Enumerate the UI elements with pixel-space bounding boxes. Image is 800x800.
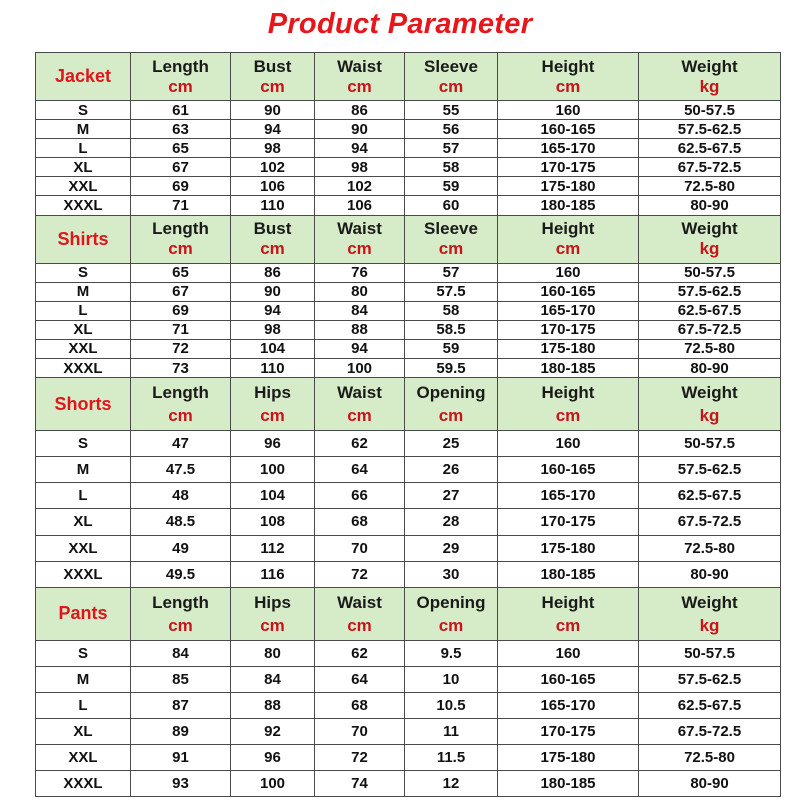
table-row (36, 666, 781, 692)
table-cell: 93 (131, 771, 231, 797)
table-cell: 50-57.5 (639, 263, 781, 282)
table-cell: 11.5 (405, 745, 498, 771)
table-cell: 27 (405, 483, 498, 509)
column-name: Waist (337, 592, 382, 612)
table-cell: 175-180 (498, 177, 639, 196)
column-unit: kg (699, 615, 720, 635)
table-cell: 108 (231, 509, 315, 535)
table-row (36, 339, 781, 358)
column-unit: kg (699, 406, 720, 426)
table-cell: 112 (231, 535, 315, 561)
table-cell: 94 (231, 120, 315, 139)
size-label: XL (36, 158, 131, 177)
table-cell: 84 (315, 301, 405, 320)
table-cell: 80-90 (639, 561, 781, 587)
table-cell: 12 (405, 771, 498, 797)
size-label: M (36, 666, 131, 692)
table-cell: 60 (405, 196, 498, 215)
size-label: L (36, 139, 131, 158)
column-name: Height (541, 592, 595, 612)
column-unit: cm (347, 615, 372, 635)
size-label: S (36, 640, 131, 666)
table-cell: 50-57.5 (639, 431, 781, 457)
table-cell: 76 (315, 263, 405, 282)
table-row (36, 359, 781, 378)
table-row (36, 320, 781, 339)
table-cell: 59.5 (405, 359, 498, 378)
column-unit: cm (260, 615, 285, 635)
table-cell: 175-180 (498, 745, 639, 771)
size-label: L (36, 301, 131, 320)
column-header (315, 215, 405, 263)
table-row (36, 771, 781, 797)
table-cell: 11 (405, 718, 498, 744)
section-header-row (36, 587, 781, 640)
page-title: Product Parameter (267, 8, 533, 40)
size-label: XXXL (36, 561, 131, 587)
size-label: XL (36, 320, 131, 339)
table-cell: 55 (405, 101, 498, 120)
column-header (231, 215, 315, 263)
column-header (231, 587, 315, 640)
table-cell: 170-175 (498, 509, 639, 535)
table-cell: 58.5 (405, 320, 498, 339)
table-row (36, 640, 781, 666)
table-cell: 10 (405, 666, 498, 692)
column-name: Hips (254, 383, 291, 403)
column-header (639, 215, 781, 263)
column-name: Weight (681, 56, 738, 76)
table-cell: 70 (315, 535, 405, 561)
table-cell: 73 (131, 359, 231, 378)
table-cell: 106 (231, 177, 315, 196)
column-header (405, 215, 498, 263)
table-cell: 100 (231, 771, 315, 797)
table-cell: 62.5-67.5 (639, 483, 781, 509)
size-label: XXXL (36, 196, 131, 215)
column-name: Sleeve (424, 56, 478, 76)
table-row (36, 692, 781, 718)
column-name: Length (152, 592, 209, 612)
column-header (315, 378, 405, 431)
table-cell: 80 (231, 640, 315, 666)
column-name: Weight (681, 219, 738, 239)
column-name: Height (541, 219, 595, 239)
size-label: XXXL (36, 359, 131, 378)
column-unit: cm (438, 76, 464, 96)
column-name: Weight (681, 383, 738, 403)
table-cell: 9.5 (405, 640, 498, 666)
column-name: Opening (416, 592, 486, 612)
table-cell: 49.5 (131, 561, 231, 587)
table-cell: 116 (231, 561, 315, 587)
section-header-row (36, 378, 781, 431)
column-unit: cm (168, 239, 193, 259)
table-row (36, 301, 781, 320)
table-cell: 80-90 (639, 359, 781, 378)
table-cell: 62 (315, 431, 405, 457)
table-cell: 68 (315, 692, 405, 718)
table-cell: 50-57.5 (639, 101, 781, 120)
column-header (315, 53, 405, 101)
table-cell: 28 (405, 509, 498, 535)
table-cell: 26 (405, 457, 498, 483)
category-label: Pants (36, 587, 131, 640)
table-cell: 67.5-72.5 (639, 158, 781, 177)
table-cell: 57.5-62.5 (639, 457, 781, 483)
table-cell: 90 (231, 282, 315, 301)
table-cell: 71 (131, 196, 231, 215)
column-unit: cm (438, 406, 464, 426)
table-cell: 59 (405, 339, 498, 358)
table-cell: 102 (231, 158, 315, 177)
size-label: S (36, 431, 131, 457)
category-label: Shorts (36, 378, 131, 431)
table-cell: 50-57.5 (639, 640, 781, 666)
column-name: Height (541, 56, 595, 76)
table-cell: 100 (315, 359, 405, 378)
column-unit: cm (555, 406, 581, 426)
table-cell: 165-170 (498, 301, 639, 320)
table-cell: 160 (498, 640, 639, 666)
table-cell: 89 (131, 718, 231, 744)
size-label: L (36, 692, 131, 718)
column-name: Opening (416, 383, 486, 403)
table-cell: 104 (231, 483, 315, 509)
table-cell: 80-90 (639, 771, 781, 797)
table-cell: 61 (131, 101, 231, 120)
table-cell: 56 (405, 120, 498, 139)
table-cell: 175-180 (498, 535, 639, 561)
table-cell: 58 (405, 158, 498, 177)
table-cell: 106 (315, 196, 405, 215)
table-cell: 64 (315, 666, 405, 692)
table-cell: 84 (231, 666, 315, 692)
table-cell: 180-185 (498, 771, 639, 797)
column-name: Waist (337, 56, 382, 76)
column-header (498, 587, 639, 640)
column-header (131, 53, 231, 101)
category-label: Shirts (36, 215, 131, 263)
column-unit: cm (168, 615, 193, 635)
table-cell: 87 (131, 692, 231, 718)
table-cell: 102 (315, 177, 405, 196)
table-cell: 67 (131, 158, 231, 177)
column-unit: cm (347, 239, 372, 259)
column-unit: cm (555, 615, 581, 635)
table-cell: 62.5-67.5 (639, 692, 781, 718)
column-unit: kg (699, 76, 720, 96)
table-cell: 62 (315, 640, 405, 666)
table-cell: 68 (315, 509, 405, 535)
table-row (36, 120, 781, 139)
table-cell: 92 (231, 718, 315, 744)
table-cell: 70 (315, 718, 405, 744)
table-cell: 72.5-80 (639, 177, 781, 196)
column-name: Length (152, 219, 209, 239)
table-cell: 98 (231, 320, 315, 339)
table-row (36, 457, 781, 483)
table-cell: 80 (315, 282, 405, 301)
table-cell: 88 (231, 692, 315, 718)
table-cell: 98 (315, 158, 405, 177)
size-label: XL (36, 509, 131, 535)
table-cell: 72.5-80 (639, 339, 781, 358)
column-unit: kg (699, 239, 720, 259)
table-cell: 57.5 (405, 282, 498, 301)
table-cell: 80-90 (639, 196, 781, 215)
size-label: M (36, 120, 131, 139)
table-cell: 47.5 (131, 457, 231, 483)
category-label: Jacket (36, 53, 131, 101)
table-cell: 58 (405, 301, 498, 320)
column-header (315, 587, 405, 640)
table-cell: 65 (131, 263, 231, 282)
table-cell: 47 (131, 431, 231, 457)
column-header (405, 53, 498, 101)
table-cell: 72.5-80 (639, 745, 781, 771)
column-header (131, 378, 231, 431)
table-cell: 67.5-72.5 (639, 509, 781, 535)
table-cell: 74 (315, 771, 405, 797)
table-cell: 65 (131, 139, 231, 158)
table-cell: 59 (405, 177, 498, 196)
table-cell: 90 (231, 101, 315, 120)
size-label: S (36, 101, 131, 120)
column-unit: cm (168, 76, 193, 96)
table-cell: 49 (131, 535, 231, 561)
table-cell: 94 (315, 339, 405, 358)
column-unit: cm (438, 615, 464, 635)
table-cell: 170-175 (498, 320, 639, 339)
column-unit: cm (347, 406, 372, 426)
size-label: XL (36, 718, 131, 744)
section-header-row (36, 53, 781, 101)
column-header (131, 587, 231, 640)
table-row (36, 158, 781, 177)
size-chart-table (35, 52, 781, 797)
table-cell: 85 (131, 666, 231, 692)
table-cell: 66 (315, 483, 405, 509)
table-cell: 160-165 (498, 666, 639, 692)
size-label: XXL (36, 535, 131, 561)
table-cell: 72 (315, 561, 405, 587)
column-header (498, 378, 639, 431)
table-cell: 160 (498, 263, 639, 282)
table-cell: 57.5-62.5 (639, 120, 781, 139)
column-name: Weight (681, 592, 738, 612)
column-name: Waist (337, 383, 382, 403)
table-cell: 110 (231, 359, 315, 378)
table-cell: 67 (131, 282, 231, 301)
table-cell: 67.5-72.5 (639, 718, 781, 744)
section-header-row (36, 215, 781, 263)
table-cell: 69 (131, 177, 231, 196)
table-cell: 57 (405, 139, 498, 158)
column-unit: cm (438, 239, 464, 259)
table-cell: 100 (231, 457, 315, 483)
table-cell: 88 (315, 320, 405, 339)
table-row (36, 745, 781, 771)
column-unit: cm (260, 406, 285, 426)
column-header (498, 215, 639, 263)
table-cell: 72 (131, 339, 231, 358)
size-label: M (36, 282, 131, 301)
table-row (36, 535, 781, 561)
table-row (36, 263, 781, 282)
table-cell: 72 (315, 745, 405, 771)
table-cell: 48.5 (131, 509, 231, 535)
table-cell: 96 (231, 745, 315, 771)
table-cell: 94 (231, 301, 315, 320)
table-cell: 91 (131, 745, 231, 771)
table-cell: 165-170 (498, 139, 639, 158)
table-cell: 160-165 (498, 282, 639, 301)
table-row (36, 509, 781, 535)
table-cell: 165-170 (498, 483, 639, 509)
column-header (231, 53, 315, 101)
table-cell: 180-185 (498, 359, 639, 378)
table-cell: 86 (315, 101, 405, 120)
column-name: Sleeve (424, 219, 478, 239)
table-row (36, 177, 781, 196)
column-name: Height (541, 383, 595, 403)
table-cell: 63 (131, 120, 231, 139)
table-cell: 180-185 (498, 561, 639, 587)
table-cell: 165-170 (498, 692, 639, 718)
table-cell: 170-175 (498, 718, 639, 744)
table-cell: 29 (405, 535, 498, 561)
size-label: M (36, 457, 131, 483)
table-cell: 48 (131, 483, 231, 509)
column-header (639, 378, 781, 431)
column-name: Waist (337, 219, 382, 239)
table-cell: 57.5-62.5 (639, 282, 781, 301)
table-cell: 57.5-62.5 (639, 666, 781, 692)
table-cell: 25 (405, 431, 498, 457)
size-chart-body (36, 53, 781, 797)
column-unit: cm (555, 239, 581, 259)
table-cell: 86 (231, 263, 315, 282)
column-name: Hips (254, 592, 291, 612)
table-cell: 72.5-80 (639, 535, 781, 561)
column-header (639, 587, 781, 640)
column-name: Length (152, 56, 209, 76)
table-cell: 160-165 (498, 457, 639, 483)
table-cell: 94 (315, 139, 405, 158)
table-cell: 160 (498, 431, 639, 457)
table-cell: 84 (131, 640, 231, 666)
column-header (405, 378, 498, 431)
size-label: XXXL (36, 771, 131, 797)
table-cell: 64 (315, 457, 405, 483)
size-label: XXL (36, 177, 131, 196)
table-cell: 62.5-67.5 (639, 139, 781, 158)
table-cell: 30 (405, 561, 498, 587)
column-header (131, 215, 231, 263)
column-unit: cm (260, 239, 285, 259)
table-cell: 98 (231, 139, 315, 158)
table-row (36, 431, 781, 457)
table-row (36, 282, 781, 301)
column-name: Length (152, 383, 209, 403)
table-row (36, 718, 781, 744)
column-header (231, 378, 315, 431)
table-cell: 57 (405, 263, 498, 282)
table-cell: 175-180 (498, 339, 639, 358)
table-cell: 10.5 (405, 692, 498, 718)
size-label: XXL (36, 745, 131, 771)
table-cell: 160-165 (498, 120, 639, 139)
table-row (36, 483, 781, 509)
column-unit: cm (168, 406, 193, 426)
size-label: XXL (36, 339, 131, 358)
table-cell: 96 (231, 431, 315, 457)
table-cell: 90 (315, 120, 405, 139)
table-cell: 170-175 (498, 158, 639, 177)
table-row (36, 139, 781, 158)
column-header (498, 53, 639, 101)
size-label: L (36, 483, 131, 509)
table-cell: 180-185 (498, 196, 639, 215)
table-cell: 71 (131, 320, 231, 339)
table-cell: 69 (131, 301, 231, 320)
column-header (639, 53, 781, 101)
table-cell: 160 (498, 101, 639, 120)
column-name: Bust (253, 56, 292, 76)
table-row (36, 196, 781, 215)
column-unit: cm (347, 76, 372, 96)
size-label: S (36, 263, 131, 282)
table-cell: 67.5-72.5 (639, 320, 781, 339)
column-unit: cm (555, 76, 581, 96)
table-cell: 104 (231, 339, 315, 358)
table-cell: 110 (231, 196, 315, 215)
table-row (36, 561, 781, 587)
table-row (36, 101, 781, 120)
column-unit: cm (260, 76, 285, 96)
column-name: Bust (253, 219, 292, 239)
table-cell: 62.5-67.5 (639, 301, 781, 320)
column-header (405, 587, 498, 640)
